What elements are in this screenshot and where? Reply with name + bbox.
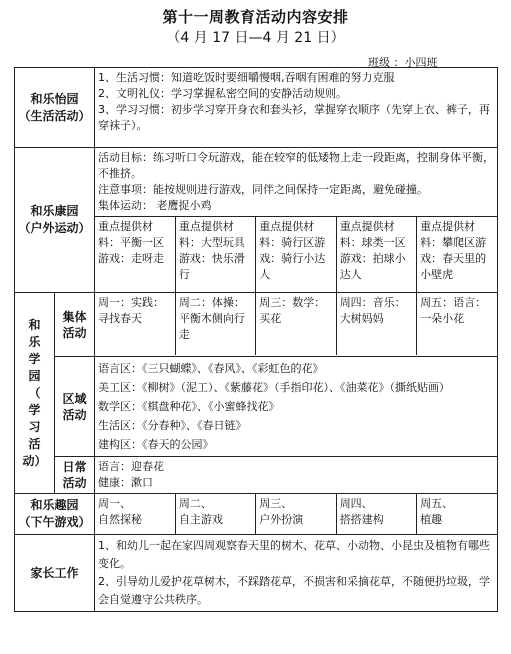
row-study-area [15,357,498,457]
row-study-daily [15,457,498,494]
games-cells [95,494,497,534]
life-line-1: 1、生活习惯：知道吃饭时要细嚼慢咽,吞咽有困难的努力克服 [98,71,395,84]
group-cell-mon: 周一：实践：寻找春天 [98,296,165,325]
life-line-2: 2、文明礼仪：学习掌握私密空间的安静活动规则。 [98,87,348,100]
games-cell-wed [256,494,336,534]
games-tue-activity: 自主游戏 [178,513,223,526]
row-life [15,68,498,148]
group-cell-fri: 周五：语言：一朵小花 [417,293,497,355]
header-study-char-4: 园 [28,368,41,383]
games-wed-day: 周三、 [259,497,293,510]
label-daily-2: 活动 [62,476,87,490]
header-study-char-8: 活 [28,436,41,451]
row-parents [15,535,498,612]
header-study-char-9: 动） [22,453,47,468]
daily-line-health: 健康：漱口 [98,476,154,489]
document-title: 第十一周教育活动内容安排 [162,8,349,26]
row-study-group [15,293,498,357]
header-games [15,494,95,535]
games-fri-activity: 植趣 [420,513,443,526]
group-cell-tue: 周二：体操：平衡木侧向行走 [175,293,255,355]
group-activity-content [95,293,498,357]
area-line-math: 数学区：《棋盘种花》、《小蜜蜂找花》 [98,400,280,413]
header-study-char-3: 学 [28,351,41,366]
class-label: 班级 ：小四班 [368,56,438,69]
label-daily-1: 日常 [62,460,87,474]
header-games-type: （下午游戏） [18,515,91,529]
label-area-2: 活动 [62,407,87,422]
parents-content [95,535,498,612]
games-cell-fri [417,494,497,534]
games-cell-mon [95,494,175,534]
daily-line-language: 语言：迎春花 [98,460,165,473]
games-fri-day: 周五、 [420,497,454,510]
games-content [95,494,498,535]
label-group-1: 集体 [62,309,87,324]
header-outdoor [15,148,95,293]
outdoor-goal: 活动目标：练习听口令玩游戏，能在较窄的低矮物上走一段距离，控制身体平衡，不推挤。 [98,151,495,180]
area-line-build: 建构区：《春天的公园》 [98,438,214,451]
group-activity-cells [95,293,497,355]
daily-activity-content [95,457,498,494]
life-content [95,68,498,148]
header-outdoor-type: （户外运动） [18,221,91,235]
header-study [15,293,55,494]
outdoor-content [95,148,498,293]
label-area-activity [55,357,95,457]
area-line-language: 语言区：《三只蝴蝶》、《春风》、《彩虹色的花》 [98,362,324,375]
label-daily-activity [55,457,95,494]
outdoor-group: 集体运动： 老鹰捉小鸡 [98,199,212,212]
row-games [15,494,498,535]
outdoor-cell-5: 重点提供材料：攀爬区游戏：春天里的小壁虎 [417,217,497,292]
games-thu-day: 周四、 [339,497,373,510]
outdoor-cell-3: 重点提供材料：骑行区游戏：骑行小达人 [256,217,336,292]
games-mon-day: 周一、 [98,497,132,510]
header-study-char-2: 乐 [28,334,41,349]
games-tue-day: 周二、 [178,497,212,510]
life-line-3: 3、学习习惯：初步学习穿开身衣和套头衫，掌握穿衣顺序（先穿上衣、裤子，再穿袜子）。 [98,103,491,132]
outdoor-cell-2: 重点提供材料：大型玩具游戏：快乐滑行 [175,217,255,292]
date-range: （4 月 17 日—4 月 21 日） [166,30,345,46]
group-cell-thu: 周四：音乐：大树妈妈 [336,293,416,355]
group-cell-wed: 周三：数学：买花 [256,293,336,355]
header-life-type: （生活活动） [18,108,91,123]
header-study-char-5: （ [28,385,41,400]
outdoor-cells [95,217,497,292]
games-mon-activity: 自然探秘 [98,513,143,526]
label-group-activity [55,293,95,357]
header-parents: 家长工作 [15,535,95,612]
outdoor-cell-1: 重点提供材料：平衡一区游戏：走呀走 [98,220,165,265]
area-line-art: 美工区：《柳树》（泥工）、《紫藤花》（手指印花）、《油菜花》（撕纸贴画） [98,381,451,394]
games-wed-activity: 户外扮演 [259,513,304,526]
header-study-char-1: 和 [28,317,41,332]
games-cell-tue [175,494,255,534]
outdoor-notice: 注意事项：能按规则进行游戏，同伴之间保持一定距离，避免碰撞。 [98,183,429,196]
header-life-name: 和乐怡园 [30,91,79,106]
row-outdoor [15,148,498,293]
label-group-2: 活动 [62,325,87,340]
outdoor-cell-4: 重点提供材料：球类一区游戏：拍球小达人 [336,217,416,292]
label-area-1: 区域 [62,391,87,406]
header-games-name: 和乐趣园 [30,498,79,512]
games-cell-thu [336,494,416,534]
parents-line-1: 1、和幼儿一起在家四周观察春天里的树木、花草、小动物、小昆虫及植物有哪些变化。 [98,539,491,570]
area-line-life: 生活区：《分春种》、《春日链》 [98,419,247,432]
parents-line-2: 2、引导幼儿爱护花草树木，不踩踏花草，不损害和采摘花草，不随便扔垃圾，学会自觉遵守公共秩序。 [98,575,491,606]
games-thu-activity: 搭搭建构 [339,513,384,526]
header-life [15,68,95,148]
schedule-table [14,67,498,612]
header-study-char-6: 学 [28,402,41,417]
area-activity-content [95,357,498,457]
header-study-char-7: 习 [28,419,41,434]
header-outdoor-name: 和乐康园 [30,204,79,218]
